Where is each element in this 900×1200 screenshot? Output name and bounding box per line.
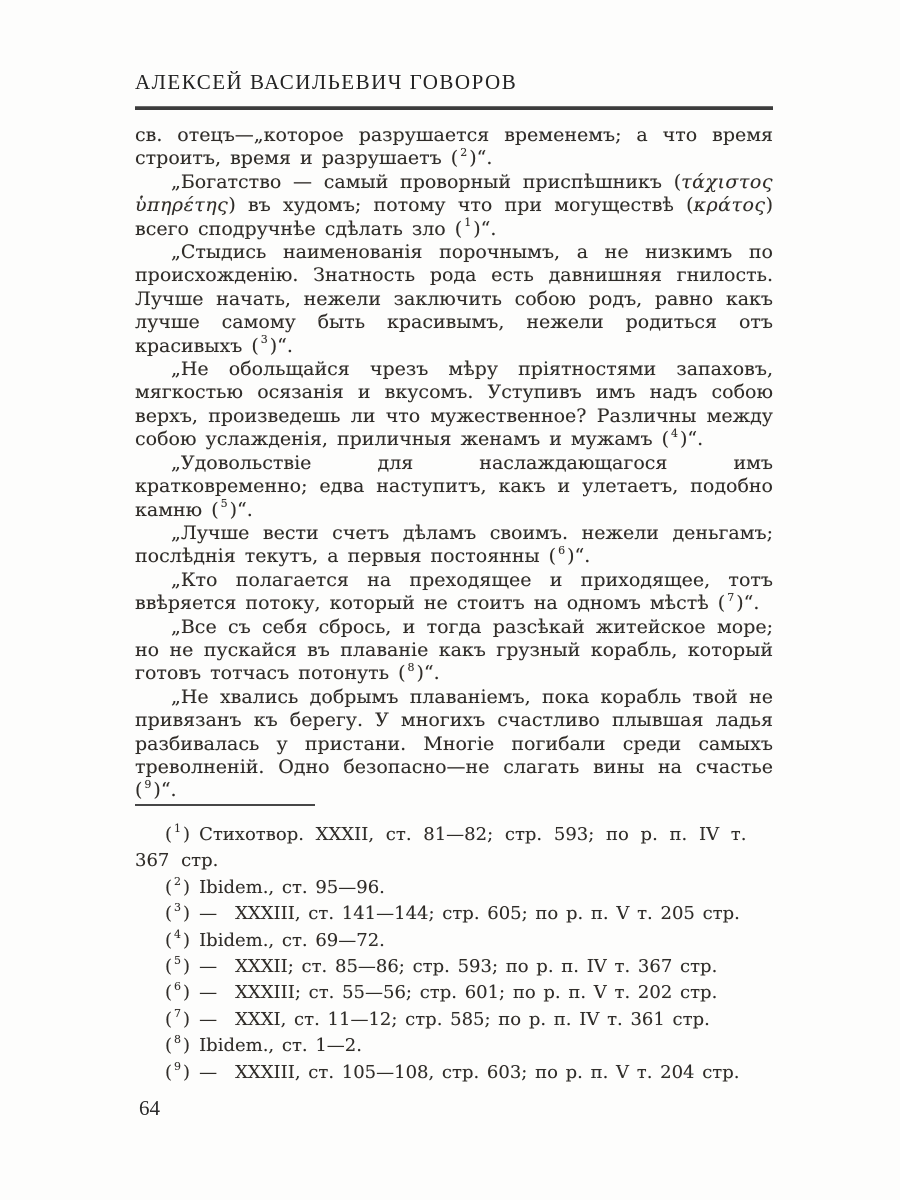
footnote-ref: 6 [558, 543, 566, 557]
footnote-marker-paren: ) [183, 929, 191, 951]
footnote-marker-paren: ) [183, 903, 191, 925]
footnote-marker-paren: ( [165, 1035, 173, 1057]
footnote-ref: 8 [407, 661, 415, 675]
page-header-title: АЛЕКСЕЙ ВАСИЛЬЕВИЧ ГОВОРОВ [135, 70, 518, 94]
footnote-number: 9 [174, 1059, 182, 1073]
footnote-marker-paren: ( [165, 1008, 173, 1030]
footnote-item [135, 1007, 775, 1033]
paragraph-text: )“. [269, 334, 293, 357]
body-paragraph [135, 171, 773, 241]
paragraph-text: )“. [469, 147, 493, 170]
footnote-marker [165, 956, 190, 977]
paragraph-text: ) въ худомъ; потому что при могуществѣ ( [228, 194, 694, 217]
footnote-marker [165, 903, 190, 924]
paragraph-text: )“. [567, 545, 591, 568]
footnote-marker [165, 927, 191, 951]
body-paragraph [135, 686, 773, 803]
footnote-text-continuation: 367 стр. [135, 850, 219, 872]
footnote-text: Ibidem., ст. 69—72. [199, 929, 385, 951]
footnote-text: Ibidem., ст. 1—2. [199, 1035, 362, 1057]
footnote-marker-paren: ( [165, 903, 173, 925]
paragraph-text: )“. [473, 217, 497, 240]
paragraph-text: „Богатство — самый проворный приспѣшникъ ( [171, 170, 682, 193]
footnote-ref: 1 [464, 216, 472, 230]
footnote-marker [165, 874, 191, 898]
body-paragraph [135, 124, 773, 171]
footnote-text: — XXXIII, ст. 141—144; стр. 605; по р. п. V т. 205 стр. [199, 903, 740, 925]
footnote-item [135, 822, 775, 875]
paragraph-text: )“. [736, 592, 760, 615]
paragraph-text: „Все съ себя сбрось, и тогда разсѣкай житейское море; но не пускайся въ плаваніе какъ грузный корабль, который готовъ тотчасъ потонуть ( [135, 615, 773, 685]
footnote-number: 6 [174, 980, 182, 994]
footnote-marker-paren: ( [165, 1061, 173, 1083]
body-paragraph [135, 241, 773, 358]
footnote-number: 4 [174, 927, 182, 941]
footnote-number: 1 [174, 822, 182, 835]
greek-phrase: τάχιστος ὑπηρέτης [135, 170, 773, 217]
paragraph-text: )“. [229, 498, 253, 521]
footnote-marker-paren: ) [183, 824, 191, 845]
footnote-text: Стихотвор. XXXII, ст. 81—82; стр. 593; по р. п. IV т. [199, 824, 747, 845]
footnote-marker-paren: ) [183, 1035, 191, 1057]
footnote-marker-paren: ( [165, 956, 173, 978]
paragraph-text: „Лучше вести счетъ дѣламъ своимъ. нежели деньгамъ; послѣднія текутъ, а первыя постоянны ( [135, 521, 773, 568]
paragraph-text: )“. [680, 428, 704, 451]
body-paragraph [135, 569, 773, 616]
footnote-number: 3 [174, 901, 182, 915]
footnote-ref: 3 [260, 333, 268, 347]
footnote-ref: 7 [727, 590, 735, 604]
footnotes-block [135, 822, 775, 1086]
footnote-item [135, 1033, 775, 1059]
footnote-marker-paren: ( [165, 982, 173, 1004]
footnote-item [135, 928, 775, 954]
footnote-number: 2 [174, 874, 182, 888]
footnote-item [135, 875, 775, 901]
footnote-separator [135, 804, 315, 806]
footnote-marker [165, 1035, 190, 1056]
footnote-item [135, 954, 775, 980]
paragraph-text: )“. [153, 779, 177, 802]
footnote-text: — XXXIII; ст. 55—56; стр. 601; по р. п. V т. 202 стр. [199, 982, 718, 1004]
footnote-marker-paren: ) [183, 1061, 191, 1083]
footnote-text: — XXXIII, ст. 105—108, стр. 603; по р. п. V т. 204 стр. [199, 1061, 740, 1083]
footnote-marker [165, 982, 190, 1003]
paragraph-text: „Не хвались добрымъ плаваніемъ, пока корабль твой не привязанъ къ берегу. У многихъ счастливо плывшая ладья разбивалась у пристани. Многіе погибали среди самыхъ треволненій. Одно безопасно—не слагать вины на счастье ( [135, 685, 773, 802]
footnote-marker [165, 1059, 191, 1083]
body-paragraph [135, 616, 773, 686]
paragraph-text: )“. [416, 662, 440, 685]
page-number: 64 [139, 1096, 160, 1120]
paragraph-text: ) всего сподручнѣе сдѣлать зло ( [135, 194, 773, 240]
greek-phrase: κράτος [693, 194, 766, 217]
footnote-marker-paren: ) [183, 956, 191, 978]
footnote-marker-paren: ) [183, 876, 191, 898]
footnote-number: 8 [174, 1033, 182, 1047]
footnote-ref: 9 [144, 778, 152, 792]
paragraph-text: „Не обольщайся чрезъ мѣру пріятностями запаховъ, мягкостью осязанія и вкусомъ. Уступивъ имъ надъ собою верхъ, произведешь ли что мужественное? Различны между собою услажденія, приличныя женамъ и мужамъ ( [135, 358, 773, 451]
footnote-ref: 5 [220, 497, 228, 511]
footnote-item [135, 901, 775, 927]
footnote-text: — XXXII; ст. 85—86; стр. 593; по р. п. IV т. 367 стр. [199, 956, 718, 978]
footnote-number: 7 [174, 1006, 182, 1020]
body-text [135, 124, 773, 803]
header-rule [135, 106, 773, 110]
body-paragraph [135, 452, 773, 522]
footnote-number: 5 [174, 954, 182, 968]
footnote-item [135, 980, 775, 1006]
footnote-marker-paren: ( [165, 876, 173, 898]
footnote-ref: 2 [460, 146, 468, 160]
paragraph-text: „Кто полагается на преходящее и приходящее, тотъ ввѣряется потоку, который не стоитъ на одномъ мѣстѣ ( [135, 568, 773, 615]
body-paragraph [135, 522, 773, 569]
footnote-text: Ibidem., ст. 95—96. [199, 876, 385, 898]
footnote-marker-paren: ( [165, 929, 173, 951]
footnote-marker-paren: ) [183, 1008, 191, 1030]
paragraph-text: св. отецъ—„которое разрушается временемъ; а что время строитъ, время и разрушаетъ ( [135, 124, 773, 170]
footnote-item [135, 1060, 775, 1086]
footnote-ref: 4 [671, 426, 678, 440]
body-paragraph [135, 358, 773, 452]
paragraph-text: „Стыдись наименованія порочнымъ, а не низкимъ по происхожденію. Знатность рода есть давнишняя гнилость. Лучше начать, нежели заключить собою родъ, равно какъ лучше самому быть красивымъ, нежели родиться отъ красивыхъ ( [135, 241, 773, 357]
footnote-marker-paren: ) [183, 982, 191, 1004]
footnote-text: — XXXI, ст. 11—12; стр. 585; по р. п. IV т. 361 стр. [199, 1008, 710, 1030]
footnote-marker [165, 1006, 191, 1030]
footnote-marker [165, 824, 190, 845]
footnote-marker-paren: ( [165, 824, 173, 845]
paragraph-text: „Удовольствіе для наслаждающагося имъ кратковременно; едва наступитъ, какъ и улетаетъ, подобно камню ( [135, 451, 773, 521]
